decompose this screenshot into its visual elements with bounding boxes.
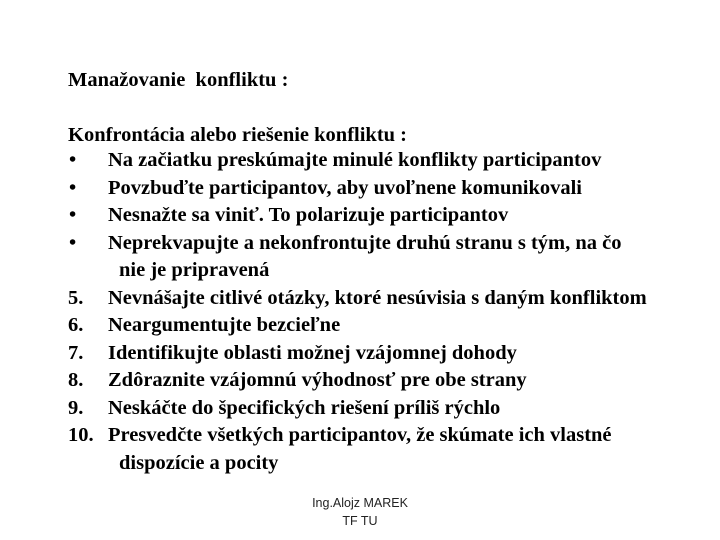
- bullet-marker: •: [69, 231, 77, 254]
- section-heading: Konfrontácia alebo riešenie konfliktu :: [68, 124, 408, 146]
- list-item-text: Nevnášajte citlivé otázky, ktoré nesúvisia s daným konfliktom: [108, 286, 647, 309]
- list-item-text: Presvedčte všetkých participantov, že skúmate ich vlastné dispozície a pocity: [108, 424, 612, 474]
- list-item-text: Neskáčte do špecifických riešení príliš rýchlo: [108, 396, 501, 419]
- list-item-text: Nesnažte sa viniť. To polarizuje participantov: [108, 204, 509, 226]
- page-title: Manažovanie konfliktu :: [68, 69, 289, 91]
- footer-organization: TF TU: [342, 514, 378, 528]
- number-marker: 7.: [68, 341, 84, 364]
- bullet-marker: •: [69, 204, 77, 226]
- list-item-text: Neprekvapujte a nekonfrontujte druhú stranu s tým, na čo nie je pripravená: [108, 231, 622, 281]
- bullet-marker: •: [69, 149, 77, 171]
- footer: [280, 494, 440, 530]
- list-item-text: Povzbuďte participantov, aby uvoľnene komunikovali: [108, 176, 583, 199]
- list-item-text: Na začiatku preskúmajte minulé konflikty participantov: [108, 149, 602, 171]
- list-item-text: Neargumentujte bezcieľne: [108, 314, 341, 336]
- number-marker: 9.: [68, 396, 84, 419]
- bullet-marker: •: [69, 176, 77, 199]
- number-marker: 8.: [68, 369, 84, 391]
- number-marker: 5.: [68, 286, 84, 309]
- footer-author: Ing.Alojz MAREK: [312, 496, 408, 510]
- list-item-text: Zdôraznite vzájomnú výhodnosť pre obe strany: [108, 369, 527, 391]
- number-marker: 10.: [68, 424, 94, 446]
- number-marker: 6.: [68, 314, 84, 336]
- list-item-text: Identifikujte oblasti možnej vzájomnej dohody: [108, 341, 517, 364]
